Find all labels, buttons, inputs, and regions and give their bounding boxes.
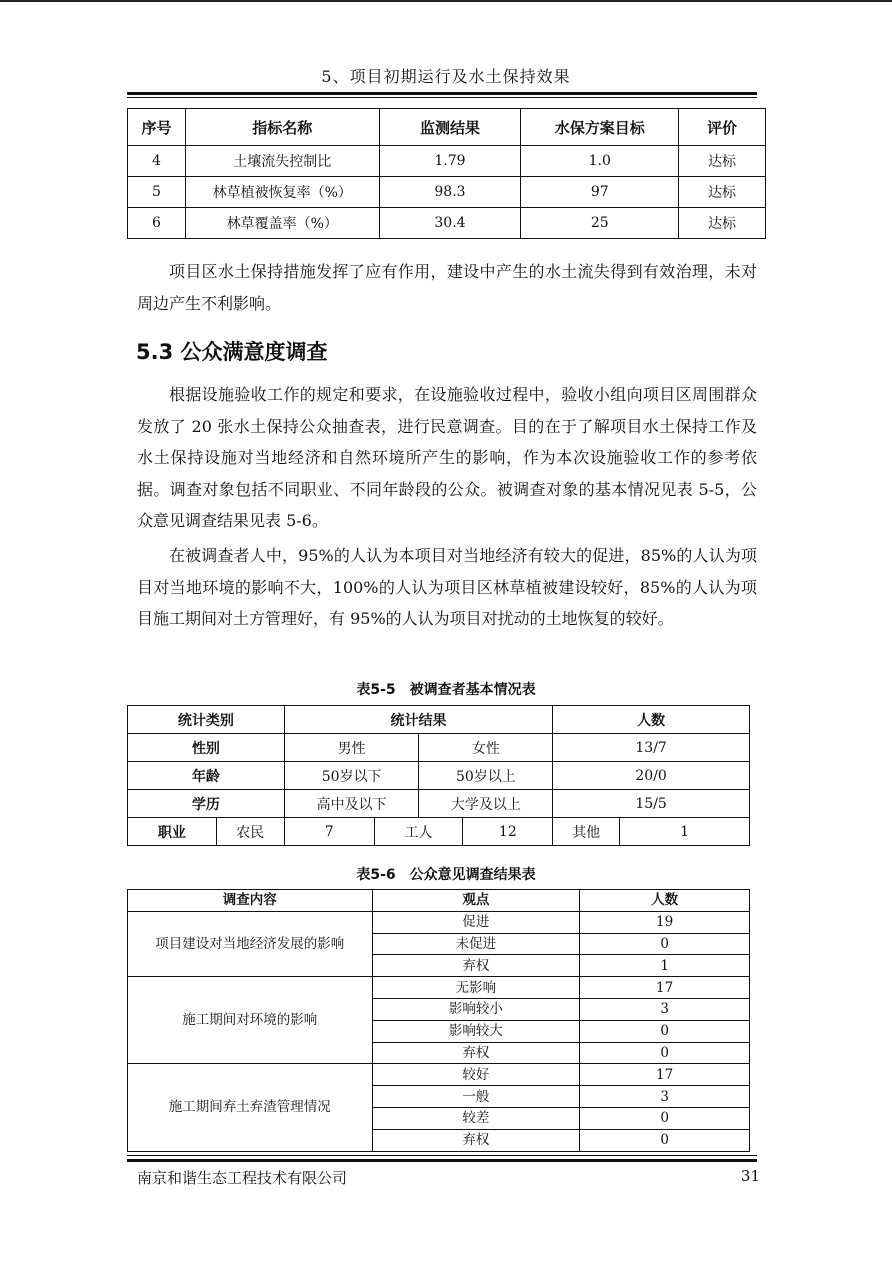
table-row [128, 208, 766, 239]
table-cell: 女性 [419, 734, 553, 762]
table-cell: 0 [580, 1020, 750, 1042]
table-header-row [128, 109, 766, 146]
table-row [128, 1064, 750, 1086]
survey-result-paragraph [137, 540, 757, 635]
opinion-table [127, 889, 750, 1152]
table-header-row [128, 706, 750, 734]
header-cell: 调查内容 [128, 890, 373, 912]
table-cell: 未促进 [372, 933, 580, 955]
header-cell: 评价 [679, 109, 766, 146]
table-cell: 17 [580, 977, 750, 999]
effect-paragraph [137, 256, 757, 319]
footer-rule-thick [127, 1159, 757, 1162]
table-cell: 0 [580, 1042, 750, 1064]
table-cell: 农民 [216, 818, 284, 846]
table-cell: 0 [580, 933, 750, 955]
table-row [128, 977, 750, 999]
page-top-border [0, 0, 892, 2]
table-row [128, 177, 766, 208]
table-cell: 17 [580, 1064, 750, 1086]
header-cell: 水保方案目标 [521, 109, 679, 146]
category-cell: 学历 [128, 790, 285, 818]
header-cell: 人数 [580, 890, 750, 912]
table-cell: 高中及以下 [284, 790, 419, 818]
table-cell: 25 [521, 208, 679, 239]
table-cell: 影响较小 [372, 998, 580, 1020]
table-cell: 4 [128, 146, 186, 177]
header-cell: 人数 [553, 706, 750, 734]
table-cell: 97 [521, 177, 679, 208]
table-row [128, 818, 750, 846]
table-cell: 林草覆盖率（%） [185, 208, 379, 239]
table-cell: 6 [128, 208, 186, 239]
respondent-table [127, 705, 750, 846]
table-cell: 98.3 [379, 177, 521, 208]
indicator-table [127, 108, 766, 239]
header-cell: 监测结果 [379, 109, 521, 146]
table-cell: 5 [128, 177, 186, 208]
page-number: 31 [740, 1167, 760, 1185]
table-cell: 一般 [372, 1086, 580, 1108]
table-header-row [128, 890, 750, 912]
table-cell: 较差 [372, 1107, 580, 1129]
header-cell: 序号 [128, 109, 186, 146]
header-cell: 观点 [372, 890, 580, 912]
paragraph-text: 在被调查者人中，95%的人认为本项目对当地经济有较大的促进，85%的人认为项目对当地环境的影响不大，100%的人认为项目区林草植被建设较好，85%的人认为项目施工期间对土方管理好，有 95%的人认为项目对扰动的土地恢复的较好。 [137, 546, 757, 628]
table-cell: 1 [620, 818, 750, 846]
table-cell: 12 [463, 818, 553, 846]
header-cell: 统计结果 [284, 706, 553, 734]
running-header: 5、项目初期运行及水土保持效果 [321, 67, 571, 86]
count-cell: 20/0 [553, 762, 750, 790]
table-cell: 0 [580, 1107, 750, 1129]
header-rule-thin [127, 97, 757, 98]
table-cell: 促进 [372, 911, 580, 933]
table-cell: 达标 [679, 146, 766, 177]
count-cell: 13/7 [553, 734, 750, 762]
count-cell: 15/5 [553, 790, 750, 818]
table-cell: 3 [580, 998, 750, 1020]
table-row [128, 762, 750, 790]
table-cell: 0 [580, 1129, 750, 1151]
table-cell: 弃权 [372, 1042, 580, 1064]
survey-intro-paragraph [137, 379, 757, 537]
category-cell: 职业 [128, 818, 217, 846]
topic-cell: 施工期间弃土弃渣管理情况 [128, 1064, 373, 1151]
category-cell: 年龄 [128, 762, 285, 790]
table-row [128, 146, 766, 177]
table-caption: 表5-5 被调查者基本情况表 [356, 682, 536, 698]
table-cell: 土壤流失控制比 [185, 146, 379, 177]
table-cell: 1.79 [379, 146, 521, 177]
table-cell: 50岁以下 [284, 762, 419, 790]
table-cell: 50岁以上 [419, 762, 553, 790]
table-cell: 较好 [372, 1064, 580, 1086]
table-cell: 影响较大 [372, 1020, 580, 1042]
footer-rule-thin [127, 1155, 757, 1156]
table-cell: 1 [580, 955, 750, 977]
topic-cell: 施工期间对环境的影响 [128, 977, 373, 1064]
header-cell: 指标名称 [185, 109, 379, 146]
table-cell: 其他 [553, 818, 620, 846]
table-cell: 1.0 [521, 146, 679, 177]
table-cell: 弃权 [372, 955, 580, 977]
table-cell: 工人 [374, 818, 463, 846]
paragraph-text: 根据设施验收工作的规定和要求，在设施验收过程中，验收小组向项目区周围群众发放了 20 张水土保持公众抽查表，进行民意调查。目的在于了解项目水土保持工作及水土保持设施对当地经济和自然环境所产生的影响，作为本次设施验收工作的参考依据。调查对象包括不同职业、不同年龄段的公众。被调查对象的基本情况见表 5-5，公众意见调查结果见表 5-6。 [137, 385, 757, 530]
paragraph-text: 项目区水土保持措施发挥了应有作用，建设中产生的水土流失得到有效治理，未对周边产生不利影响。 [137, 262, 757, 313]
header-rule-thick [127, 92, 757, 95]
header-cell: 统计类别 [128, 706, 285, 734]
table-cell: 3 [580, 1086, 750, 1108]
section-heading: 5.3 公众满意度调查 [136, 340, 328, 364]
table-row [128, 790, 750, 818]
table-caption: 表5-6 公众意见调查结果表 [356, 867, 536, 883]
footer-company: 南京和谐生态工程技术有限公司 [137, 1169, 348, 1187]
table-cell: 达标 [679, 177, 766, 208]
category-cell: 性别 [128, 734, 285, 762]
table-row [128, 911, 750, 933]
table-cell: 30.4 [379, 208, 521, 239]
topic-cell: 项目建设对当地经济发展的影响 [128, 911, 373, 976]
table-cell: 19 [580, 911, 750, 933]
table-cell: 7 [284, 818, 374, 846]
table-cell: 林草植被恢复率（%） [185, 177, 379, 208]
table-cell: 大学及以上 [419, 790, 553, 818]
table-cell: 男性 [284, 734, 419, 762]
table-row [128, 734, 750, 762]
table-cell: 达标 [679, 208, 766, 239]
table-cell: 弃权 [372, 1129, 580, 1151]
table-cell: 无影响 [372, 977, 580, 999]
